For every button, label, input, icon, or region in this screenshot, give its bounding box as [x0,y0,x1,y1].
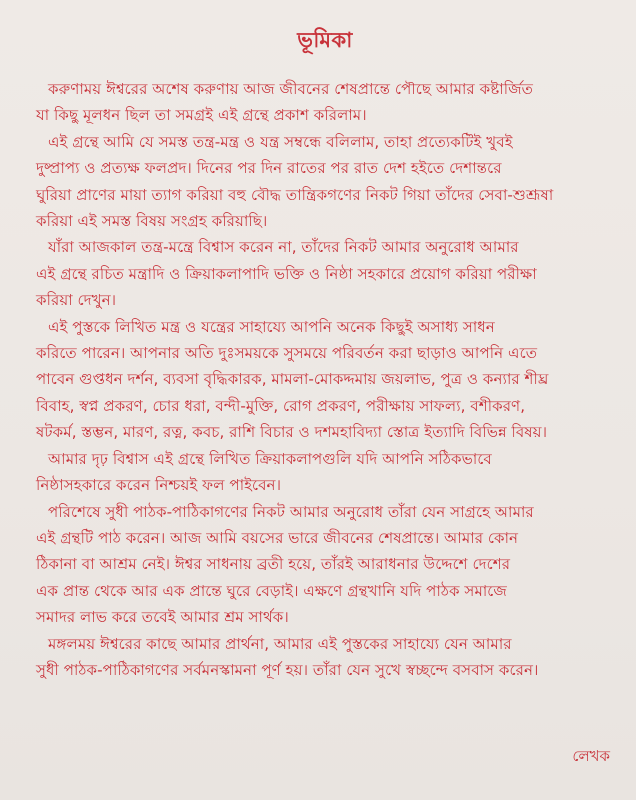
author-signature: লেখক [572,747,610,765]
paragraph: পরিশেষে সুধী পাঠক-পাঠিকাগণের নিকট আমার অনুরোধ তাঁরা যেন সাগ্রহে আমার এই গ্রন্থটি পাঠ করেন। আজ আমি বয়সের ভারে জীবনের শেষপ্রান্তে। আমার কোন ঠিকানা বা আশ্রম নেই। ঈশ্বর সাধনায় ব্রতী হয়ে, তাঁরই আরাধনার উদ্দেশে দেশের এক প্রান্ত থেকে আর এক প্রান্তে ঘুরে বেড়াই। এক্ষণে গ্রন্থখানি যদি পাঠক সমাজে সমাদর লাভ করে তবেই আমার শ্রম সার্থক। [36,502,534,627]
paragraph: যাঁরা আজকাল তন্ত্র-মন্ত্রে বিশ্বাস করেন না, তাঁদের নিকট আমার অনুরোধ আমার এই গ্রন্থে রচিত মন্ত্রাদি ও ক্রিয়াকলাপাদি ভক্তি ও নিষ্ঠা সহকারে প্রয়োগ করিয়া পরীক্ষা করিয়া দেখুন। [36,238,537,310]
paragraph: মঙ্গলময় ঈশ্বরের কাছে আমার প্রার্থনা, আমার এই পুস্তকের সাহায্যে যেন আমার সুধী পাঠক-পাঠিকাগণের সর্বমনস্কামনা পূর্ণ হয়। তাঁরা যেন সুখে স্বচ্ছন্দে বসবাস করেন। [36,634,539,679]
paragraph: করুণাময় ঈশ্বরের অশেষ করুণায় আজ জীবনের শেষপ্রান্তে পৌছে আমার কষ্টার্জিত যা কিছু মূলধন ছিল তা সমগ্রই এই গ্রন্থে প্রকাশ করিলাম। [36,80,534,125]
paragraph: আমার দৃঢ় বিশ্বাস এই গ্রন্থে লিখিত ক্রিয়াকলাপগুলি যদি আপনি সঠিকভাবে নিষ্ঠাসহকারে করেন নিশ্চয়ই ফল পাইবেন। [36,449,492,495]
preface-body [36,76,614,683]
page-title: ভূমিকা [297,28,353,52]
paragraph: এই গ্রন্থে আমি যে সমস্ত তন্ত্র-মন্ত্র ও যন্ত্র সম্বন্ধে বলিলাম, তাহা প্রত্যেকটিই খুবই দুষ্প্রাপ্য ও প্রত্যক্ষ ফলপ্রদ। দিনের পর দিন রাতের পর রাত দেশ হইতে দেশান্তরে ঘুরিয়া প্রাণের মায়া ত্যাগ করিয়া বহু বৌদ্ধ তান্ত্রিকগণের নিকট গিয়া তাঁদের সেবা-শুশ্রূষা করিয়া এই সমস্ত বিষয় সংগ্রহ করিয়াছি। [36,132,554,231]
paragraph: এই পুস্তকে লিখিত মন্ত্র ও যন্ত্রের সাহায্যে আপনি অনেক কিছুই অসাধ্য সাধন করিতে পারেন। আপনার অতি দুঃসময়কে সুসময়ে পরিবর্তন করা ছাড়াও আপনি এতে পাবেন গুপ্তধন দর্শন, ব্যবসা বৃদ্ধিকারক, মামলা-মোকদ্দমায় জয়লাভ, পুত্র ও কন্যার শীঘ্র বিবাহ, স্বপ্ন প্রকরণ, চোর ধরা, বন্দী-মুক্তি, রোগ প্রকরণ, পরীক্ষায় সাফল্য, বশীকরণ, ষটকর্ম, স্তম্ভন, মারণ, রত্ন, কবচ, রাশি বিচার ও দশমহাবিদ্যা স্তোত্র ইত্যাদি বিভিন্ন বিষয়। [36,317,549,442]
